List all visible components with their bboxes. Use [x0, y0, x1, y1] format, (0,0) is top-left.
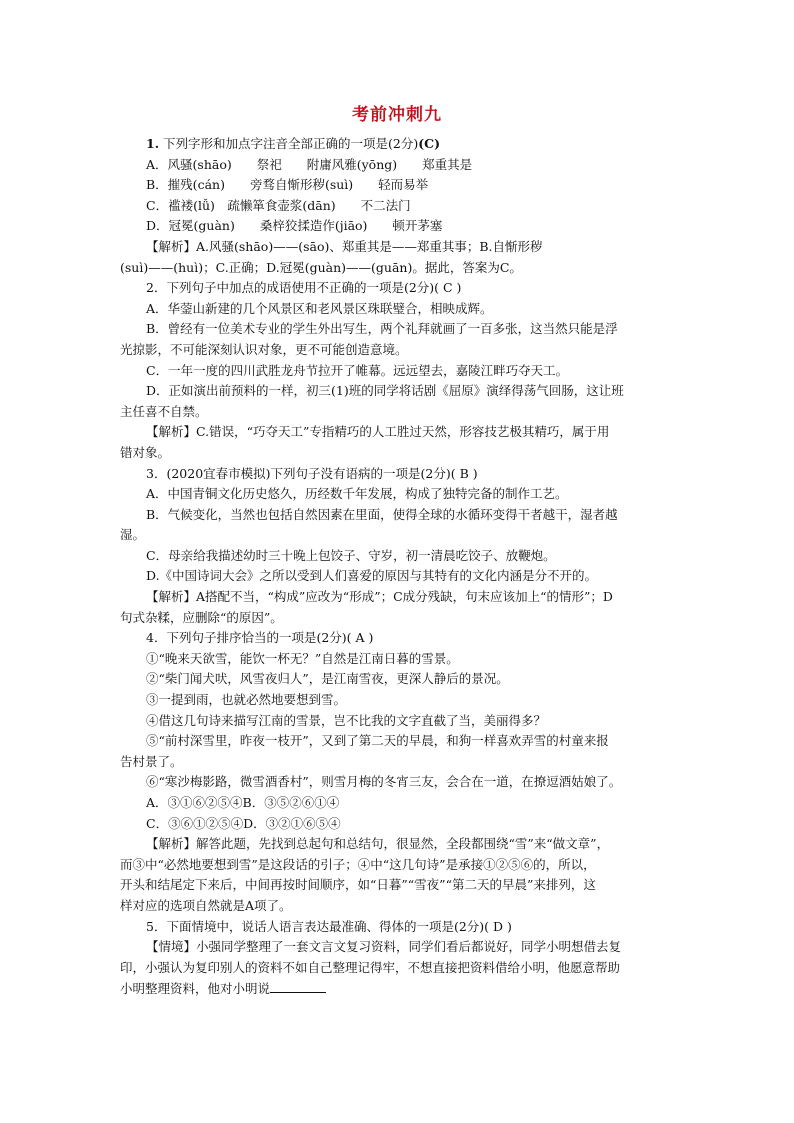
q5-stem: 5．下面情境中，说话人语言表达最准确、得体的一项是(2分)( D ): [146, 918, 512, 934]
q5-context-line-3: [120, 978, 680, 1000]
q2-analysis-line-1: 【解析】C.错误，“巧夺天工”专指精巧的人工胜过天然，形容技艺极其精巧，属于用: [146, 424, 610, 440]
q4-options-ab: A．③①⑥②⑤④B．③⑤②⑥①④: [146, 795, 340, 810]
q3-option-b-line-2: 湿。: [120, 527, 146, 543]
q1-stem-text: 下列字形和加点字注音全部正确的一项是(2分): [163, 136, 419, 151]
q5-context-line-1: 【情境】小强同学整理了一套文言文复习资料，同学们看后都说好，同学小明想借去复: [146, 939, 622, 955]
q4-sentence-1: ①“晚来天欲雪，能饮一杯无？”自然是江南日暮的雪景。: [146, 650, 459, 666]
q1-stem: [120, 134, 680, 155]
q5-context-line-2: 印，小强认为复印别人的资料不如自己整理记得牢，不想直接把资料借给小明，他愿意帮助: [120, 959, 621, 975]
q1-analysis-line-1: [120, 237, 680, 258]
q1-analysis-label: 【解析】: [146, 238, 197, 254]
q2-stem: 2．下列句子中加点的成语使用不正确的一项是(2分)( C ): [146, 280, 462, 296]
q3-analysis-line-2: 句式杂糅，应删除“的原因”。: [120, 609, 283, 625]
q4-sentence-2: ②“柴门闻犬吠，风雪夜归人”，是江南雪夜，更深人静后的景况。: [146, 671, 509, 687]
q1-number: 1.: [146, 136, 160, 151]
q4-analysis-line-2: 而③中“必然地要想到雪”是这段话的引子；④中“这几句诗”是承接①②⑤⑥的，所以，: [120, 856, 596, 872]
document-body: [120, 134, 680, 1000]
q1-answer: (C): [418, 136, 441, 151]
q3-option-a: A．中国青铜文化历史悠久，历经数千年发展，构成了独特完备的制作工艺。: [146, 486, 568, 502]
q2-option-b-line-1: B．曾经有一位美术专业的学生外出写生，两个礼拜就画了一百多张，这当然只能是浮: [146, 321, 618, 337]
q5-context-text: 小明整理资料，他对小明说: [120, 981, 271, 997]
answer-blank: [270, 978, 326, 993]
q2-option-a: A．华蓥山新建的几个风景区和老风景区珠联璧合，相映成辉。: [146, 300, 493, 316]
q4-stem: 4．下列句子排序恰当的一项是(2分)( A ): [146, 630, 374, 646]
q2-option-d-line-2: 主任喜不自禁。: [120, 403, 208, 419]
q2-analysis-line-2: 错对象。: [120, 444, 171, 460]
q4-sentence-4: ④借这几句诗来描写江南的雪景，岂不比我的文字直截了当，美丽得多？: [146, 712, 547, 728]
q2-option-c: C．一年一度的四川武胜龙舟节拉开了帷幕。远远望去，嘉陵江畔巧夺天工。: [146, 362, 569, 378]
q4-sentence-5-line-2: 告村景了。: [120, 753, 183, 769]
q3-option-b-line-1: B．气候变化，当然也包括自然因素在里面，使得全球的水循环变得干者越干，湿者越: [146, 506, 618, 522]
q3-stem: 3．(2020宜春市模拟)下列句子没有语病的一项是(2分)( B ): [146, 465, 478, 481]
q4-options-cd: C．③⑥①②⑤④D．③②①⑥⑤④: [146, 815, 341, 831]
q4-sentence-5-line-1: ⑤“前村深雪里，昨夜一枝开”，又到了第二天的早晨，和狗一样喜欢弄雪的村童来报: [146, 733, 609, 749]
q1-analysis-text: A.风骚(shāo)——(sāo)、郑重其是——郑重其事；B.自惭形秽: [196, 238, 543, 254]
q1-option-c: C．褴褛(lǚ) 疏懒箪食壶浆(dān) 不二法门: [146, 197, 411, 213]
q1-option-b: B．摧残(cán) 旁骛自惭形秽(suì) 轻而易举: [146, 177, 429, 193]
q4-analysis-line-3: 开头和结尾定下来后，中间再按时间顺序，如“日暮”“雪夜”“第二天的早晨”来排列，这: [120, 877, 596, 893]
q1-analysis-line-2: (suì)——(huì)；C.正确；D.冠冕(guàn)——(guān)。据此，答案为C。: [120, 259, 522, 275]
q4-sentence-6: ⑥“寒沙梅影路，微雪酒香村”，则雪月梅的冬宵三友，会合在一道，在撩逗酒姑娘了。: [146, 774, 622, 790]
q1-option-a: A．风骚(shāo) 祭祀 附庸风雅(yōng) 郑重其是: [146, 156, 473, 172]
q2-option-d-line-1: D．正如演出前预料的一样，初三(1)班的同学将话剧《屈原》演绎得荡气回肠，这让班: [146, 383, 624, 399]
q1-option-d: D．冠冕(guàn) 桑梓狡揉造作(jiāo) 顿开茅塞: [146, 218, 443, 234]
q3-analysis-line-1: 【解析】A搭配不当，“构成”应改为“形成”；C成分残缺，句末应该加上“的情形”；D: [146, 589, 613, 605]
q4-analysis-line-4: 样对应的选项自然就是A项了。: [120, 897, 292, 913]
q3-option-d: D.《中国诗词大会》之所以受到人们喜爱的原因与其特有的文化内涵是分不开的。: [146, 568, 598, 584]
q4-analysis-line-1: 【解析】解答此题，先找到总起句和总结句，很显然，全段都围绕“雪”来“做文章”，: [146, 836, 610, 852]
q2-option-b-line-2: 光掠影，不可能深刻认识对象，更不可能创造意境。: [120, 341, 408, 357]
q4-sentence-3: ③一提到雨，也就必然地要想到雪。: [146, 692, 347, 708]
q3-option-c: C．母亲给我描述幼时三十晚上包饺子、守岁，初一清晨吃饺子、放鞭炮。: [146, 547, 556, 563]
page-title: 考前冲刺九: [352, 105, 442, 125]
